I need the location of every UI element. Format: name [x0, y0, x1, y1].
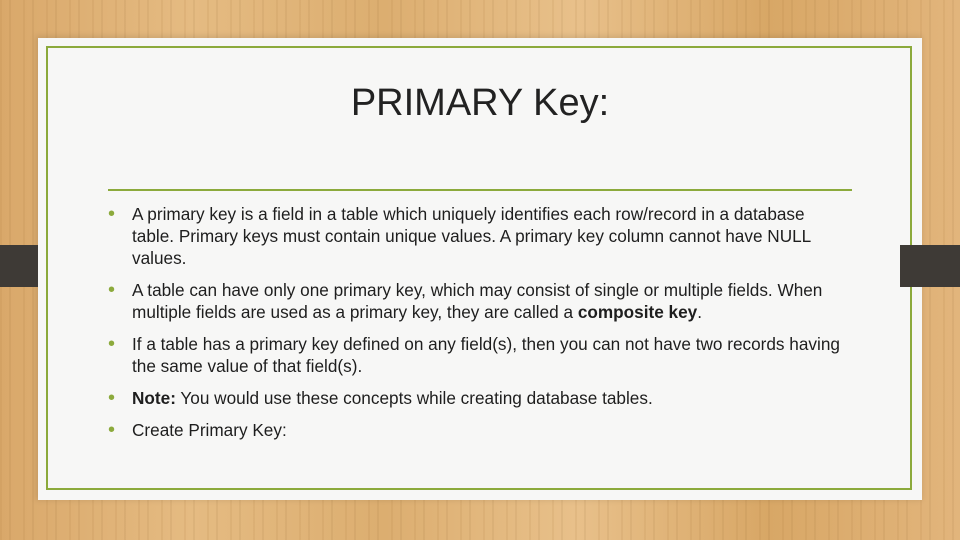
left-side-tab — [0, 245, 38, 287]
title-divider — [108, 189, 852, 191]
bullet-item-4 — [108, 387, 848, 409]
bullet-icon: • — [108, 419, 116, 441]
bullet-icon: • — [108, 387, 116, 409]
bullet-bold-label: Note: — [132, 388, 176, 408]
bullet-bold-term: composite key — [577, 302, 698, 322]
bullet-icon: • — [108, 333, 116, 355]
bullet-icon: • — [108, 279, 116, 301]
bullet-item-2 — [108, 279, 848, 323]
right-side-tab — [900, 245, 960, 287]
bullet-text: If a table has a primary key defined on any field(s), then you can not have two records having the same value of that field(s). — [132, 334, 840, 376]
bullet-text: You would use these concepts while creating database tables. — [175, 388, 653, 408]
bullet-list — [108, 203, 848, 451]
bullet-text: A primary key is a field in a table which uniquely identifies each row/record in a database table. Primary keys must contain unique values. A primary key column cannot have NULL values. — [132, 204, 811, 268]
bullet-item-5 — [108, 419, 848, 441]
bullet-text: Create Primary Key: — [132, 420, 287, 440]
bullet-text: A table can have only one primary key, which may consist of single or multiple fields. When multiple fields are used as a primary key, they are called a — [132, 280, 823, 322]
bullet-icon: • — [108, 203, 116, 225]
slide-title: PRIMARY Key: — [350, 82, 610, 124]
bullet-item-1 — [108, 203, 848, 269]
bullet-text-end: . — [697, 302, 702, 322]
bullet-item-3 — [108, 333, 848, 377]
